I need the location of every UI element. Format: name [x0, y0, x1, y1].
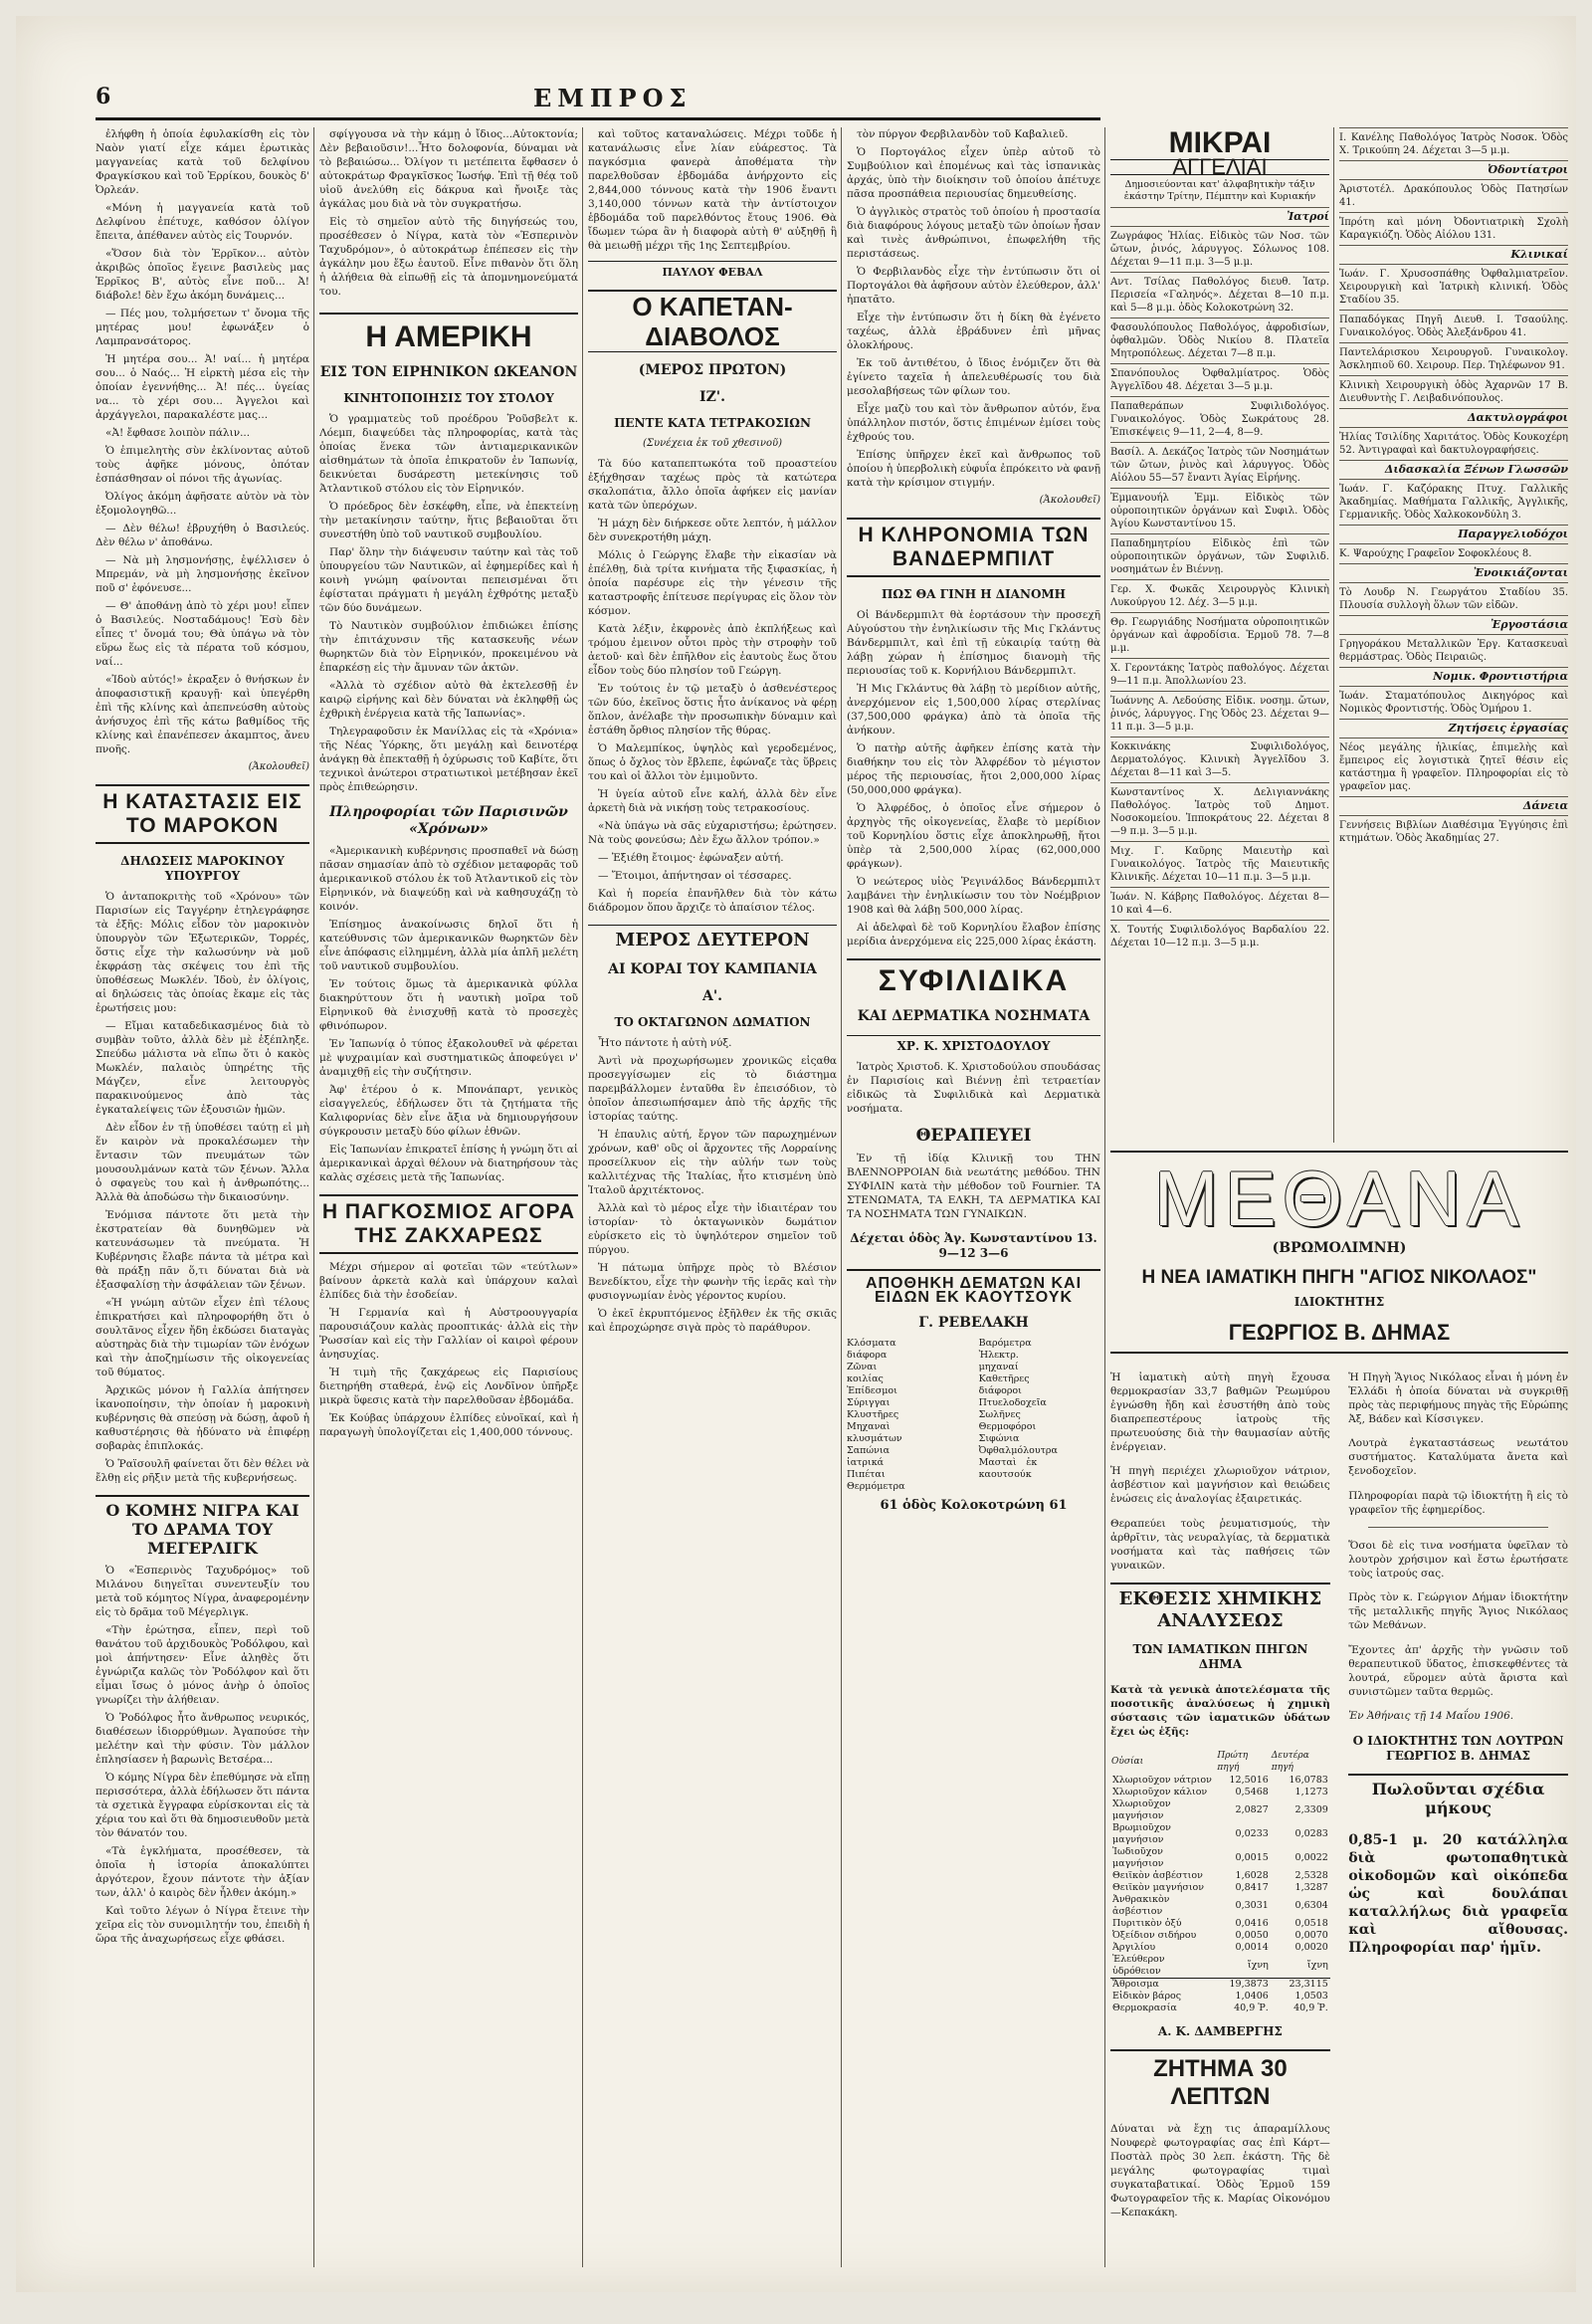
analysis-title: ΕΚΘΕΣΙΣ ΧΗΜΙΚΗΣ ΑΝΑΛΥΣΕΩΣ	[1110, 1583, 1330, 1632]
paragraph: Ὁ πρόεδρος δὲν ἐσκέφθη, εἶπε, νὰ ἐπεκτείνῃ τὴν μετακίνησιν ταύτην, ἥτις βεβαιοῦται ὅτι συνεστήθη ὑπὸ τοῦ ναυτικοῦ συμβουλίου.	[319, 501, 578, 540]
rubber-items-right	[979, 1338, 1100, 1493]
paragraph: Κατὰ λέξιν, ἐκφρονὲς ἀπὸ ἐκπλήξεως καὶ τρόμου ἐμεινον οὗτοι πρὸς τὴν στροφὴν τοῦ ἀετοῦ· καὶ δὲν ἐπῆλθον εἰς ἑαυτοὺς ἕως ὅτου εἶδον τοὺς δύο πλησίον τοῦ Γεώργη.	[588, 623, 837, 677]
table-cell: 0,3031	[1235, 1900, 1269, 1911]
paragraph: «Ἡ γνώμη αὐτῶν εἶχεν ἐπὶ τέλους ἐπικρατήσει καὶ πληροφορήθη ὅτι ὁ σουλτᾶνος εἶχεν ἤδη ἐκδώσει διαταγὰς αὐστηρὰς διὰ τὴν τιμωρίαν τῶν ἐνόχων καὶ τὴν ἀποζημίωσιν τῆς οἰκογενείας τοῦ θύματος.	[96, 1297, 309, 1378]
divider	[1368, 1527, 1548, 1528]
table-cell: Ἀνθρακικὸν ἀσβέστιον	[1112, 1894, 1170, 1917]
syphilis-ad-subtitle: ΚΑΙ ΔΕΡΜΑΤΙΚΑ ΝΟΣΗΜΑΤΑ	[857, 1008, 1091, 1024]
category-jobs: Ζητήσεις ἐργασίας	[1339, 719, 1568, 738]
table-cell: 12,5016	[1229, 1775, 1269, 1786]
table-row	[1110, 1798, 1330, 1822]
table-cell: 19,3873	[1229, 1979, 1269, 1990]
classified-ad: Παντελάρισκου Χειρουργοῦ. Γυναικολογ. Ἀσκληπιοῦ 60. Χειρουρ. Περ. Τηλέφωνον 91.	[1339, 342, 1568, 375]
table-row	[1110, 1822, 1330, 1846]
serial-chapter: ΙΖ'.	[699, 389, 725, 405]
paragraph: — Θ' ἀποθάνῃ ἀπὸ τὸ χέρι μου! εἶπεν ὁ Βασιλεύς. Νοσταδάμους! Ἐσὺ δὲν εἶπες τ' ὄνομά του; Θὰ ὑπάγω νὰ τὸν εὕρω ἕως εἰς τὰ πέρατα τοῦ κόσμου, ναί...	[96, 600, 309, 668]
paragraph: Ἐπίσημος ἀνακοίνωσις δηλοῖ ὅτι ἡ κατεύθυνσις τῶν ἀμερικανικῶν θωρηκτῶν δὲν εἶνε ἀπόφασις εἰλημμένη, ἀλλὰ μία ἁπλῆ μελέτη τοῦ ναυτικοῦ συμβουλίου.	[319, 919, 578, 972]
paragraph: Ἐν Ἀθήναις τῇ 14 Μαΐου 1906.	[1348, 1710, 1514, 1722]
paragraph: Ἦτο πάντοτε ἡ αὐτὴ νύξ.	[598, 1037, 732, 1049]
classified-ad: Θρ. Γεωργιάδης Νοσήματα οὐροποιητικῶν ὀργάνων καὶ ἀφροδίσια. Ἑρμοῦ 78. 7—8 μ.μ.	[1110, 612, 1329, 658]
classified-ad: Παπαδημητρίου Εἰδικὸς ἐπὶ τῶν οὐροποιητικῶν ὀργάνων, τῶν Συφιλιδ. νοσημάτων ἐν Βιέννῃ.	[1110, 533, 1329, 579]
methana-spring: Η ΝΕΑ ΙΑΜΑΤΙΚΗ ΠΗΓΗ "ΑΓΙΟΣ ΝΙΚΟΛΑΟΣ"	[1141, 1267, 1537, 1288]
classified-ad: Ἰωάν. Σταματόπουλος Δικηγόρος καὶ Νομικὸς Φροντιστής. Ὁδὸς Ὁμήρου 1.	[1339, 686, 1568, 719]
table-header-cell: Οὐσίαι	[1111, 1757, 1144, 1767]
zitima-title: ΖΗΤΗΜΑ 30 ΛΕΠΤΩΝ	[1110, 2049, 1330, 2111]
america-subheadline: ΕΙΣ ΤΟΝ ΕΙΡΗΝΙΚΟΝ ΩΚΕΑΝΟΝ	[319, 364, 578, 380]
methana-subtitle: (ΒΡΩΜΟΛΙΜΝΗ)	[1272, 1240, 1407, 1256]
list-item: Θερμόμετρα	[847, 1481, 905, 1492]
category-languages: Διδασκαλία Ξένων Γλωσσῶν	[1339, 460, 1568, 479]
paragraph: Δύναται νὰ ἔχῃ τις ἀπαραμίλλους Νουφερὲ φωτογραφίας σας ἐπὶ Κάρτ—Ποστὰλ πρὸς 30 λεπ. ἑκάστη. Τῆς δὲ μεγάλης φωτογραφίας τιμαὶ συγκαταβατικαί. Ὁδὸς Ἑρμοῦ 159 Φωτογραφεῖον τῆς κ. Μαρίας Οἰκονόμου—Κεπακάκη.	[1110, 2122, 1330, 2218]
paragraph: Ἐκ τοῦ ἀντιθέτου, ὁ ἴδιος ἐνόμιζεν ὅτι θὰ ἐγίνετο ταχεῖα ἡ ἀπελευθέρωσίς του διὰ μεσολαβήσεως τῶν φίλων του.	[847, 357, 1100, 397]
paragraph: Ὁ γραμματεὺς τοῦ προέδρου Ῥοῦσβελτ κ. Λόεμπ, διαψεύδει τὰς πληροφορίας, κατὰ τὰς ὁποίας ἕνεκα τῶν ἀντιαμερικανικῶν αἰσθημάτων τὰ ὁποῖα ἐπικρατοῦν ἐν Ἰαπωνίᾳ, δεικνύεται δυσάρεστη μετεκίνησις τοῦ Ἀτλαντικοῦ στόλου εἰς τὸν Εἰρηνικόν.	[319, 413, 578, 495]
list-item: Καθετῆρες διάφοροι	[978, 1373, 1030, 1396]
classified-ad: Ἰωάν. Ν. Κάβρης Παθολόγος. Δέχεται 8—10 καὶ 4—6.	[1110, 887, 1329, 920]
classified-ad: Ἰωάν. Γ. Χρυσοσπάθης Ὀφθαλμιατρεῖον. Χειρουργικὴ καὶ Ἰατρικὴ κλινική. Ὁδὸς Σταδίου 35.	[1339, 264, 1568, 310]
list-item: Σωλῆνες	[978, 1409, 1021, 1420]
paragraph: Ἐπίσης ὑπῆρχεν ἐκεῖ καὶ ἄνθρωπος τοῦ ὁποίου ἡ ὑπερβολικὴ εὐφυΐα ἐπρόκειτο νὰ φανῇ κατὰ τὴν κρίσιμον στιγμήν.	[847, 449, 1100, 489]
paragraph: — Δὲν θέλω! ἐβρυχήθη ὁ Βασιλεύς. Δὲν θέλω ν' ἀποθάνω.	[96, 523, 309, 548]
polountai-title: Πωλοῦνται σχέδια μήκους	[1348, 1774, 1568, 1817]
therapeuseis-title: ΘΕΡΑΠΕΥΕΙ	[915, 1126, 1032, 1146]
america-headline: Η ΑΜΕΡΙΚΗ	[319, 313, 578, 354]
classifieds-intro: Δημοσιεύονται κατ' ἀλφαβητικὴν τάξιν ἑκάστην Τρίτην, Πέμπτην καὶ Κυριακήν	[1123, 179, 1316, 202]
newspaper-page	[16, 16, 1576, 2292]
analysis-table	[1110, 1749, 1330, 2014]
paragraph: Ὁ «Ἑσπερινὸς Ταχυδρόμος» τοῦ Μιλάνου διηγεῖται συνεντευξίν του μετὰ τοῦ κόμητος Νίγρα, ἀναφερομένην εἰς τὸ δρᾶμα τοῦ Μέγερλιγκ.	[96, 1565, 309, 1618]
america-subheadline-2: ΚΙΝΗΤΟΠΟΙΗΣΙΣ ΤΟΥ ΣΤΟΛΟΥ	[343, 391, 554, 405]
part-two-chapter: Α'.	[701, 988, 723, 1004]
paragraph: Λουτρὰ ἐγκαταστάσεως νεωτάτου συστήματος. Καταλύματα ἄνετα καὶ ξενοδοχεῖον.	[1348, 1437, 1568, 1477]
paragraph: Εἶχε μαζὺ του καὶ τὸν ἄνθρωπον αὐτόν, ἕνα ὑπάλληλον πιστόν, ὅστις ἐπιμένων ἐμίσει τοὺς ἐχθρούς του.	[847, 403, 1100, 443]
syphilis-ad-title: ΣΥΦΙΛΙΔΙΚΑ	[847, 958, 1100, 998]
table-cell: Ἄθροισμα	[1112, 1979, 1159, 1990]
vanderbilt-subheadline: ΠΩΣ ΘΑ ΓΙΝΗ Η ΔΙΑΝΟΜΗ	[881, 587, 1067, 601]
table-row	[1110, 1942, 1330, 1954]
list-item: Σύριγγαι	[847, 1397, 891, 1408]
table-cell: 1,3287	[1294, 1882, 1328, 1893]
paragraph: Ἀρχικῶς μόνον ἡ Γαλλία ἀπήτησεν ἱκανοποίησιν, τὴν ὁποίαν ἡ μαροκινὴ κυβέρνησις θὰ σπεύσῃ νὰ δώσῃ, ἀφοῦ ἡ καθυστέρησις θὰ ἠδύνατο νὰ ἐπιφέρῃ σοβαρὰς ἐπιπλοκάς.	[96, 1384, 309, 1452]
paragraph: Ὁ ἐπιμελητὴς σὺν ἐκλίνοντας αὐτοῦ τοὺς ἀφῆκε μόνους, ὁπόταν ἐσπάσθησαν οἱ πόνοι τῆς ἀγωνίας.	[96, 445, 309, 485]
methana-left	[1110, 1360, 1330, 2229]
paragraph: Παρ' ὅλην τὴν διάψευσιν ταύτην καὶ τὰς τοῦ ὑπουργείου τῶν Ναυτικῶν, αἱ ἐφημερίδες καὶ ἡ κοινὴ γνώμη φαίνονται πεπεισμέναι ὅτι ἐφίσταται πράγματι ἡ μεγάλη ἐχθρότης μεταξὺ τῶν δύο δυνάμεων.	[319, 546, 578, 614]
paragraph: Ὁ Φερβιλανδὸς εἶχε τὴν ἐντύπωσιν ὅτι οἱ Πορτογάλοι θὰ ἀφῆσουν αὐτὸν ἐλεύθερον, ἀλλ' ἠπατᾶτο.	[847, 266, 1100, 306]
table-row	[1110, 1894, 1330, 1918]
paragraph: — Πές μου, τολμήσετων τ' ὄνομα τῆς μητέρας μου! ἐφωνάξεν ὁ Λαμπρανσάτορος.	[96, 308, 309, 347]
paragraph: σφίγγουσα νὰ τὴν κάμῃ ὁ ἴδιος...Αὐτοκτονία; Δὲν βεβαιοῦσιν!...Ἦτο δολοφονία, δύναμαι νὰ τὸ βεβαιώσω... Ὀλίγον τι μετέπειτα ἔφθασεν ὁ αὐτοκράτωρ Φραγκῖσκος Ἰωσήφ. Ἐπὶ τῇ θέᾳ τοῦ υἱοῦ ἀνελύθη εἰς δάκρυα καὶ ἤνοιξε τὰς ἀγκάλας μου διὰ νὰ τὸν συγκρατήσω.	[319, 128, 578, 210]
paragraph: τὸν πύργον Φερβιλανδὸν τοῦ Καβαλιεῦ.	[857, 128, 1069, 140]
list-item: Ἠλεκτρ. μηχαναί	[978, 1350, 1019, 1373]
category-doctors: Ἰατροί	[1110, 207, 1329, 226]
methana-body	[1110, 1360, 1568, 2229]
classified-ad: Κωνσταντίνος Χ. Δελιγιαννάκης Παθολόγος. Ἰατρὸς τοῦ Δημοτ. Νοσοκομείου. Ἰπποκράτους 22. Δέχεται 8—9 π.μ. 3—5 μ.μ.	[1110, 782, 1329, 841]
paragraph: — Εἴμαι καταδεδικασμένος διὰ τὸ συμβὰν τοῦτο, ἀλλὰ δὲν μὲ ἐξέπληξε. Σπεύδω μάλιστα νὰ εἴπω ὅτι ὁ κακὸς Μωκλέν, παλαιὸς ὑπηρέτης τῆς Μάγζεν, εἶνε λειτουργὸς παρακινούμενος ἀπὸ τὰς ἐγκαταλείψεις τῶν ἐξουσιῶν ἡμῶν.	[96, 1020, 309, 1116]
table-cell: Πυριτικὸν ὀξύ	[1112, 1918, 1182, 1929]
table-cell: 0,5468	[1235, 1787, 1269, 1797]
table-cell: 40,9 Ῥ.	[1294, 2003, 1328, 2013]
paragraph: Ἐν Ἰαπωνίᾳ ὁ τύπος ἐξακολουθεῖ νὰ φέρεται μὲ ψυχραιμίαν καὶ συστηματικῶς ἀποφεύγει ν' ἀναμιχθῇ εἰς τὴν συζήτησιν.	[319, 1038, 578, 1078]
table-cell: 2,0827	[1235, 1804, 1269, 1815]
table-row	[1110, 2003, 1330, 2014]
table-cell: Χλωριοῦχον νάτριον	[1112, 1775, 1212, 1786]
table-cell: Ἰωδιοῦχον μαγνήσιον	[1112, 1846, 1164, 1869]
table-cell: Θερμοκρασία	[1112, 2003, 1177, 2013]
paragraph: Ὅσοι δὲ εἰς τινα νοσήματα ὑφεῖλαν τὸ λουτρὸν χρήσιμον καὶ ἔστω ἐρωτήσατε τοὺς ἰατρούς σας.	[1348, 1539, 1568, 1580]
table-cell: 0,0233	[1235, 1828, 1269, 1839]
column-rule	[1333, 127, 1334, 1143]
paragraph: Ἐν τῇ ἰδίᾳ Κλινικῇ του ΤΗΝ ΒΛΕΝΝΟΡΡΟΙΑΝ διὰ νεωτάτης μεθόδου. ΤΗΝ ΣΥΦΙΛΙΝ κατὰ τὴν μέθοδον τοῦ Fournier. ΤΑ ΣΤΕΝΩΜΑΤΑ, ΤΑ ΕΛΚΗ, ΤΑ ΔΕΡΜΑΤΙΚΑ ΚΑΙ ΤΑ ΝΟΣΗΜΑΤΑ ΤΩΝ ΓΥΝΑΙΚΩΝ.	[847, 1153, 1100, 1220]
table-cell: Θειϊκὸν ἀσβέστιον	[1112, 1870, 1203, 1881]
paragraph: Ἡ πάτωμα ὑπῆρχε πρὸς τὸ Βλέσιον Βενεδίκτου, εἶχε τὴν φωνὴν τῆς ἱερᾶς καὶ τὴν φυσιογνωμίαν ἑνὸς γέροντος κυρίου.	[588, 1262, 837, 1302]
paragraph: Εἶχε τὴν ἐντύπωσιν ὅτι ἡ δίκη θὰ ἐγένετο ταχέως, ἀλλὰ ἐβράδυνεν ἐπὶ μῆνας ὁλοκλήρους.	[847, 312, 1100, 351]
paragraph: Ὁ Πορτογάλος εἶχεν ὑπὲρ αὐτοῦ τὸ Συμβούλιον καὶ ἐπομένως καὶ τὰς ἱσπανικὰς ἀρχάς, ὑπὸ τὴν διοίκησιν τοῦ ὁποίου ἀπέτυχε πᾶσα προσπάθεια περιουσίας δημευθείσης.	[847, 146, 1100, 200]
paragraph: Τηλεγραφοῦσιν ἐκ Μανίλλας εἰς τὰ «Χρόνια» τῆς Νέας Ὑόρκης, ὅτι μεγάλῃ καὶ δεινοτέρᾳ ἀνάγκῃ θὰ ἐπεκταθῇ ἡ ὀχύρωσις τοῦ Καβίτε, ὅτι τεχνικοὶ ἀνώτεροι στρατιωτικοὶ μετέβησαν ἐκεῖ πρὸς ἐπιθεώρησιν.	[319, 726, 578, 793]
list-item: Κλυστῆρες	[847, 1409, 899, 1420]
table-cell: ἴχνη	[1306, 1960, 1328, 1971]
table-row-total	[1110, 1979, 1330, 1992]
rubber-store-address: 61 ὁδὸς Κολοκοτρώνη 61	[880, 1498, 1068, 1513]
methana-right	[1348, 1360, 1568, 2229]
column-rule	[1104, 127, 1105, 2267]
classified-ad: Γρηγοράκου Μεταλλικῶν Ἐργ. Κατασκευαὶ θερμάστρας. Ὁδὸς Πειραιῶς.	[1339, 634, 1568, 667]
table-cell: 23,3115	[1289, 1979, 1328, 1990]
classified-ad: Ἠλίας Τσιλίδης Χαριτάτος. Ὁδὸς Κουκοχέρη 52. Ἀντιγραφαὶ καὶ δακτυλογραφήσεις.	[1339, 427, 1568, 460]
continued-note: (Ἀκολουθεῖ)	[1039, 495, 1100, 506]
paragraph: Δὲν εἶδον ἐν τῇ ὑποθέσει ταύτῃ εἰ μὴ ἕν καιρὸν νὰ προκαλέσωμεν τὴν ἔντασιν τῶν πνευμάτων τῶν μουσουλμάνων κατὰ τῶν ξένων. Ἄλλα ὁ σφαγεὺς του καὶ ἡ ἀνθρωπότης... Ἀλλὰ θὰ ἀποδώσω τὴν δικαιοσύνην.	[96, 1122, 309, 1203]
paragraph: Ἡ μητέρα σου... Ἀ! ναί... ἡ μητέρα σου... ὁ Ναός... Ἡ εἱρκτὴ μέσα εἰς τὴν ὁποίαν ἐγεννήθης... Ἀ! πές... ὑγείας να... τὸ χέρι σου... Ἀγγελοι καὶ ἀρχάγγελοι, παρακαλέστε μας...	[96, 353, 309, 421]
table-cell: Εἰδικὸν βάρος	[1112, 1991, 1182, 2002]
table-row	[1110, 1930, 1330, 1942]
paragraph: Εἰς Ἰαπωνίαν ἐπικρατεῖ ἐπίσης ἡ γνώμη ὅτι αἱ ἀμερικανικαὶ ἀρχαὶ θέλουν νὰ διατηρήσουν τὰς καλὰς σχέσεις μετὰ τῆς Ἰαπωνίας.	[319, 1144, 578, 1183]
paragraph: Ὁ ἀνταποκριτὴς τοῦ «Χρόνου» τῶν Παρισίων εἰς Ταγγέρην ἐτηλεγράφησε τὰ ἑξῆς: Μόλις εἶδον τὸν μαροκινὸν ὑπουργὸν τῶν Ἐξωτερικῶν, Τορρές, ὅστις εἶχε τὴν καλωσύνην νὰ μοῦ ἐκφράσῃ τὰς σκέψεις του ἐπὶ τῆς ὑποθέσεως Μωκλέν. Ἰδοὺ, ἐν ὀλίγοις, αἱ δηλώσεις τὰς ὁποίας ἔκαμε εἰς τὰς ἐρωτήσεις μου:	[96, 891, 309, 1014]
table-cell: Βρωμιοῦχον μαγνήσιον	[1112, 1822, 1171, 1845]
paragraph: Ὁ Μαλεμπίκος, ὑψηλὸς καὶ γεροδεμένος, ὅπως ὁ ὄχλος τὸν ἔβλεπε, ἐφώναζε τὰς ὕβρεις του καὶ οἱ ἄλλοι τὸν ἐμιμοῦντο.	[588, 742, 837, 782]
paragraph: καὶ τοῦτος καταναλώσεις. Μέχρι τοῦδε ἡ κατανάλωσις εἶνε λίαν εὐάρεστος. Τὰ παγκόσμια φανερὰ ἀποθέματα τὴν παρελθοῦσαν ἑβδομάδα ἀνήρχοντο εἰς 2,844,000 τόννους κατὰ τὴν 1906 ἔναντι 3,140,000 τόννων κατὰ τὴν ἀντίστοιχον ἑβδομάδα τοῦ παρελθόντος ἔτους 1906. Θὰ ἴδωμεν τώρα ἂν ἡ διαφορὰ αὐτὴ θ' αὐξηθῇ ἢ θὰ μειωθῇ μέχρι τῆς 1ης Σεπτεμβρίου.	[588, 128, 837, 252]
classified-ad: Χ. Τουτής Συφιλιδολόγος Βαρδαλίου 22. Δέχεται 10—12 π.μ. 3—5 μ.μ.	[1110, 920, 1329, 952]
table-cell: 0,0020	[1294, 1942, 1328, 1953]
list-item: Ὀφθαλμόλουτρα	[978, 1445, 1058, 1456]
table-row	[1110, 1870, 1330, 1882]
paragraph: Ἡ Πηγὴ Ἅγιος Νικόλαος εἶναι ἡ μόνη ἐν Ἑλλάδι ἡ ὁποία δύναται νὰ συγκριθῇ πρὸς τὰς περιφήμους πηγὰς τῆς Εὐρώπης Ἀξ, Βάδεν καὶ Κίσσιγκεν.	[1348, 1371, 1568, 1425]
newspaper-name: ΕΜΠΡΟΣ	[533, 84, 693, 112]
table-header-cell: Δευτέρα πηγή	[1271, 1751, 1309, 1773]
paragraph: Ὁ ἀγγλικὸς στρατὸς τοῦ ὁποίου ἡ προστασία διὰ διαφόρους λόγους μεταξὺ τῶν ὁποίων ἦσαν καὶ τινὲς ἀνθρώπινοι, ἐπωφελήθη τῆς περιστάσεως.	[847, 206, 1100, 260]
paragraph: Εἰς τὸ σημεῖον αὐτὸ τῆς διηγήσεώς του, προσέθεσεν ὁ Νίγρα, κατὰ τὸν «Ἑσπερινὸν Ταχυδρόμον», ὁ αὐτοκράτωρ ἐπέπεσεν εἰς τὴν ἀγκάλην μου ἔξω ἑαυτοῦ. Εἶνε πιθανὸν ὅτι ὅλη ἡ ἀλήθεια θὰ εἰπωθῇ εἰς τὰ ἀπομνημονεύματά του.	[319, 216, 578, 298]
table-row	[1110, 1918, 1330, 1930]
table-cell: 0,6304	[1294, 1900, 1328, 1911]
table-row	[1110, 1846, 1330, 1870]
paragraph: Ἐνόμισα πάντοτε ὅτι μετὰ τὴν ἐκστρατείαν θὰ δυνηθῶμεν νὰ κατευνάσωμεν τὰ πνεύματα. Ἡ Κυβέρνησις ἔλαβε πάντα τὰ μέτρα καὶ θὰ πράξῃ πᾶν ὅ,τι δύναται διὰ νὰ ἐξασφαλίσῃ τὴν ἀσφάλειαν τῶν ξένων.	[96, 1209, 309, 1291]
paragraph: Ἡ Μις Γκλάντυς θὰ λάβῃ τὸ μερίδιον αὐτῆς, ἀνερχόμενον εἰς 1,500,000 λίρας στερλίνας (37,500,000 φράγκα) ἀπὸ τὰ ὁποῖα τῆς ἀνήκουν.	[847, 683, 1100, 737]
paragraph: Ἰατρὸς Χριστοδ. Κ. Χριστοδούλου σπουδάσας ἐν Παρισίοις καὶ Βιέννῃ ἐπὶ τετραετίαν εἰδικῶς τὰ Συφιλιδικὰ καὶ Δερματικὰ νοσήματα.	[847, 1061, 1100, 1115]
list-item: Σιφώνια	[978, 1433, 1020, 1444]
methana-owner: ΓΕΩΡΓΙΟΣ Β. ΔΗΜΑΣ	[1110, 1320, 1568, 1354]
column-3	[588, 127, 837, 2267]
paragraph: Ὁ Ῥοδόλφος ἦτο ἄνθρωπος νευρικός, διαθέσεων ἰδιορρύθμων. Ἀγαπούσε τὴν μελέτην καὶ τὴν φύσιν. Τὸν μάλλον ἐπλησίασεν ἡ βαρωνὶς Βετσέρα...	[96, 1712, 309, 1766]
table-cell: 0,0022	[1294, 1852, 1328, 1863]
syphilis-hours: Δέχεται ὁδὸς Ἀγ. Κωνσταντίνου 13. 9—12 3—6	[850, 1231, 1097, 1260]
classified-ad: Μιχ. Γ. Καῦρης Μαιευτὴρ καὶ Γυναικολόγος. Ἰατρὸς τῆς Μαιευτικῆς Κλινικῆς. Δέχεται 10—11 π.μ. 3—5 μ.μ.	[1110, 841, 1329, 887]
classified-ad: Κ. Ψαρούχης Γραφεῖον Σοφοκλέους 8.	[1339, 543, 1568, 563]
serial-part: (ΜΕΡΟΣ ΠΡΩΤΟΝ)	[638, 362, 787, 378]
analysis-signature: Α. Κ. ΔΑΜΒΕΡΓΗΣ	[1157, 2024, 1283, 2038]
table-cell: Ὀξείδιον σιδήρου	[1112, 1930, 1197, 1941]
paragraph: «Ἀλλὰ τὸ σχέδιον αὐτὸ θὰ ἐκτελεσθῇ ἐν καιρῷ εἰρήνης καὶ δὲν δύναται νὰ ἐκληφθῇ ὡς ἐχθρικὴ ἐνέργεια κατὰ τῆς Ἰαπωνίας».	[319, 680, 578, 720]
column-rule	[582, 127, 583, 2267]
list-item: Ἐπίδεσμοι	[847, 1385, 897, 1396]
paragraph: Καὶ ἡ πορεία ἐπανῆλθεν διὰ τὸν κάτω διάδρομον ὅπου ἄρχιζε τὸ ἀπαίσιον τέλος.	[588, 888, 837, 914]
column-4	[847, 127, 1100, 2267]
paragraph: 0,85-1 μ. 20 κατάλληλα διὰ φωτοπαθητικὰ οἰκοδομῶν καὶ οἰκόπεδα ὡς καὶ δουλάπαι καταλλήλως διὰ γραφεῖα καὶ αἴθουσας. Πληροφορίαι παρ' ἡμῖν.	[1348, 1831, 1568, 1956]
table-cell: 0,0518	[1294, 1918, 1328, 1929]
category-clinics: Κλινικαί	[1339, 245, 1568, 264]
paragraph: «Νὰ ὑπάγω νὰ σᾶς εὐχαριστήσω; ἐρώτησεν. Νὰ τοὺς φονεύσω; Δὲν ἔχω ἄλλον τρόπον.»	[588, 820, 837, 846]
paragraph: Οἱ Βάνδερμπιλτ θὰ ἑορτάσουν τὴν προσεχῆ Αὐγούστου τὴν ἐνηλικίωσιν τῆς Μις Γκλάντυς Βάνδερμπιλτ, καὶ ἐπὶ τῇ εὐκαιρίᾳ ταύτῃ θὰ λάβῃ χώραν ἡ ἐπίσημος διανομὴ τῆς περιουσίας τοῦ κ. Κορνήλιου Βάνδερμπιλτ.	[847, 609, 1100, 677]
classified-ad: Γεννήσεις Βιβλίων Διαθέσιμα Ἐγγύησις ἐπὶ κτημάτων. Ὁδὸς Ἀκαδημίας 27.	[1339, 815, 1568, 848]
table-cell: 0,0070	[1294, 1930, 1328, 1941]
rubber-store-owner: Γ. ΡΕΒΕΛΑΚΗ	[918, 1315, 1029, 1331]
methana-owner-label: ΙΔΙΟΚΤΗΤΗΣ	[1294, 1295, 1385, 1309]
morocco-subheadline: ΔΗΛΩΣΕΙΣ ΜΑΡΟΚΙΝΟΥ ΥΠΟΥΡΓΟΥ	[120, 854, 285, 883]
classified-ad: Κοκκινάκης Συφιλιδολόγος, Δερματολόγος. Κλινικὴ Ἀγγελῖδου 3. Δέχεται 8—11 καὶ 3—5.	[1110, 737, 1329, 782]
classified-ad: Τὸ Λουδρ Ν. Γεωργάτου Σταδίου 35. Πλουσία συλλογὴ ὅλων τῶν εἰδῶν.	[1339, 582, 1568, 615]
classified-ad: Σπανόπουλος Ὀφθαλμίατρος. Ὁδὸς Ἀγγελῖδου 48. Δέχεται 3—5 μ.μ.	[1110, 363, 1329, 396]
paragraph: Ὁ Ῥαϊσουλῆ φαίνεται ὅτι δὲν θέλει νὰ ἔλθῃ εἰς ρῆξιν μετὰ τῆς κυβερνήσεως.	[96, 1458, 309, 1484]
part-two-title: ΜΕΡΟΣ ΔΕΥΤΕΡΟΝ	[588, 925, 837, 951]
masthead	[96, 84, 1100, 120]
serial-author: ΠΑΥΛΟΥ ΦΕΒΑΛ	[588, 261, 837, 280]
table-cell: ἴχνη	[1247, 1960, 1269, 1971]
table-cell: 1,0503	[1294, 1991, 1328, 2002]
category-agents: Παραγγελιοδόχοι	[1339, 525, 1568, 543]
table-header-cell: Πρώτη πηγή	[1217, 1751, 1249, 1773]
classified-ad: Παπαδόγκας Πηγῆ Διευθ. Ι. Τσαούλης. Γυναικολόγος. Ὁδὸς Ἀλεξάνδρου 41.	[1339, 310, 1568, 342]
table-cell: 40,9 Ῥ.	[1234, 2003, 1269, 2013]
table-row	[1110, 1991, 1330, 2003]
list-item: Κλόσματα διάφορα	[847, 1338, 896, 1361]
paragraph: Ἡ ἐπαυλις αὐτή, ἔργον τῶν παρωχημένων χρόνων, καθ' οὓς οἱ ἄρχοντες τῆς Λορραίνης προσείλκυον εἰς τὴν αὐλήν των τοὺς καλλιτέχνας τῆς Ἰταλίας, ἦτο κτισμένη ὑπὸ Ἰταλοῦ ἀρχιτέκτονος.	[588, 1129, 837, 1196]
table-row	[1110, 1954, 1330, 1979]
list-item: Ζῶναι κοιλίας	[847, 1362, 884, 1384]
serial-title: Ο ΚΑΠΕΤΑΝ-ΔΙΑΒΟΛΟΣ	[588, 290, 837, 352]
table-row	[1110, 1787, 1330, 1798]
times-headline: Πληροφορίαι τῶν Παρισινῶν «Χρόνων»	[329, 804, 568, 837]
list-item: Μηχαναὶ κλυσμάτων	[847, 1421, 902, 1444]
rubber-items-left	[847, 1338, 968, 1493]
paragraph: Πληροφορίαι παρὰ τῷ ἰδιοκτήτῃ ἢ εἰς τὸ γραφεῖον τῆς ἐφημερίδος.	[1348, 1489, 1568, 1516]
part-two-chapter-title: ΤΟ ΟΚΤΑΓΩΝΟΝ ΔΩΜΑΤΙΟΝ	[614, 1015, 811, 1029]
table-cell: 0,0015	[1235, 1852, 1269, 1863]
table-header	[1110, 1749, 1330, 1775]
sugar-headline: Η ΠΑΓΚΟΣΜΙΟΣ ΑΓΟΡΑ ΤΗΣ ΖΑΚΧΑΡΕΩΣ	[319, 1194, 578, 1254]
paragraph: Ὁ νεώτερος υἱὸς Ῥεγινάλδος Βάνδερμπιλτ λαμβάνει τὴν ἐνηλικίωσιν του τὸν Νοέμβριον 1908 καὶ θὰ λάβῃ 500,000 λίρας.	[847, 876, 1100, 916]
table-cell: 1,6028	[1235, 1870, 1269, 1881]
table-cell: 1,0406	[1235, 1991, 1269, 2002]
category-loans: Δάνεια	[1339, 796, 1568, 815]
paragraph: Ἐν τούτοις ὅμως τὰ ἀμερικανικὰ φύλλα διακηρύττουν ὅτι ἡ ναυτικὴ μοῖρα τοῦ Εἰρηνικοῦ θὰ ἐνισχυθῇ κατὰ τὸ προσεχὲς φθινόπωρον.	[319, 978, 578, 1032]
paragraph: Μόλις ὁ Γεώργης ἔλαβε τὴν εἰκασίαν νὰ ἐπέλθῃ, διὰ τρίτα κινήματα τῆς ξιφασκίας, ἡ ὁποία παρέσυρε εἰς τὴν γένεσιν τῆς καταστροφῆς ἐπίτευσε περίγυρας εἰς ὅλον τὸν κόσμον.	[588, 549, 837, 617]
rubber-store-items	[847, 1338, 1100, 1493]
table-row	[1110, 1882, 1330, 1894]
paragraph: Ἡ ὑγεία αὐτοῦ εἶνε καλή, ἀλλὰ δὲν εἶνε ἀρκετὴ διὰ νὰ νικήσῃ τοὺς τετρακοσίους.	[588, 788, 837, 814]
paragraph: Ἔχοντες ἀπ' ἀρχῆς τὴν γνῶσιν τοῦ θεραπευτικοῦ ὕδατος, ἐπισκεφθέντες τὰ λουτρά, εὕρομεν αὐτὰ ἄριστα καὶ συνιστῶμεν ταῦτα θερμῶς.	[1348, 1643, 1568, 1698]
paragraph: Ἡ πηγὴ περιέχει χλωριοῦχον νάτριον, ἀσβέστιον καὶ μαγνήσιον καὶ θειώδεις ἑνώσεις εἰς ἀναλογίας ἐξαιρετικάς.	[1110, 1465, 1330, 1505]
paragraph: Αἱ ἀδελφαὶ δὲ τοῦ Κορνηλίου ἔλαβον ἐπίσης μερίδια ἀνερχόμενα εἰς 225,000 λίρας ἑκάστη.	[847, 922, 1100, 948]
paragraph: Ἐκ Κούβας ὑπάρχουν ἐλπίδες εὐνοϊκαί, καὶ ἡ παραγωγὴ ὑπολογίζεται εἰς 1,400,000 τόννους.	[319, 1412, 578, 1438]
paragraph: Ἡ τιμὴ τῆς ζακχάρεως εἰς Παρισίους διετηρήθη σταθερά, ἐνῷ εἰς Λονδῖνον ὑπῆρξε μικρὰ ὕφεσις κατὰ τὴν παρελθοῦσαν ἑβδομάδα.	[319, 1367, 578, 1406]
paragraph: Ὁ κόμης Νίγρα δὲν ἐπεθύμησε νὰ εἴπῃ περισσότερα, ἀλλὰ ἐδήλωσεν ὅτι πάντα τὰ σχετικὰ ἔγγραφα εὑρίσκονται εἰς τὰ χέρια του καὶ ὅτι θὰ δημοσιευθοῦν μετὰ τὸν θάνατόν του.	[96, 1772, 309, 1839]
column-rule	[841, 127, 842, 2267]
paragraph: Ἐν τούτοις ἐν τῷ μεταξὺ ὁ ἀσθενέστερος τῶν δύο, ἐκεῖνος ὅστις ἦτο ἀνίκανος νὰ φέρῃ ὅπλον, ἀνέλαβε τὴν προσωπικὴν δύναμιν καὶ ἐστάθη ὄρθιος πλησίον τῆς θύρας.	[588, 683, 837, 737]
paragraph: «Ὅσον διὰ τὸν Ἑρρῖκον... αὐτὸν ἀκριβῶς ὁποῖος ἔγεινε βασιλεὺς μας Ἑρρῖκος Β', αὐτὸς εἶνε ποῦ... Ἀ! διάβολε! δὲν ἔχω ἀκόμη δυνάμεις...	[96, 248, 309, 302]
table-row	[1110, 1775, 1330, 1787]
category-legal: Νομικ. Φροντιστήρια	[1339, 667, 1568, 686]
category-dentists: Ὀδοντίατροι	[1339, 160, 1568, 179]
page-number: 6	[96, 84, 111, 109]
table-cell: Ἀργιλίου	[1112, 1942, 1156, 1953]
list-item: Μασταὶ ἐκ καουτσούκ	[978, 1457, 1038, 1480]
paragraph: «Ἰδοὺ αὐτός!» ἐκραξεν ὁ θνήσκων ἐν ἀποφασιστικῇ κραυγῇ· καὶ ὑπεγέρθη ἐπὶ τῆς κλίνης καὶ ἀπεπνεύσθη αὐτοὺς ἀνήσυχος ἐπὶ τῆς κάτω βαθμίδος τῆς κλίνης καὶ ἐπανέπεσεν ἀκαμπτος, ἄνευ πνοῆς.	[96, 674, 309, 755]
table-cell: Χλωριοῦχον κάλιον	[1112, 1787, 1208, 1797]
serial-continued: (Συνέχεια ἐκ τοῦ χθεσινοῦ)	[643, 438, 782, 449]
column-rule	[313, 127, 314, 2267]
paragraph: «Ἀμερικανικὴ κυβέρνησις προσπαθεῖ νὰ δώσῃ πᾶσαν σημασίαν ἀπὸ τὸ σχέδιον μεταφορᾶς τοῦ ἀμερικανικοῦ στόλου ἐκ τοῦ Ἀτλαντικοῦ εἰς τὸν Εἰρηνικόν, νὰ διαψεύδῃ καὶ νὰ καθησυχάζῃ τὸ κοινόν.	[319, 845, 578, 913]
table-cell: Ἐλεύθερον ὑδρόθειον	[1112, 1954, 1165, 1977]
list-item: Πιπέται	[847, 1469, 886, 1480]
serial-chapter-title: ΠΕΝΤΕ ΚΑΤΑ ΤΕΤΡΑΚΟΣΙΩΝ	[614, 416, 811, 430]
classified-ad: Βασίλ. Α. Δεκάζος Ἰατρὸς τῶν Νοσημάτων τῶν ὤτων, ῥινὸς καὶ λάρυγγος. Ὁδὸς Αἰόλου 55—57 ἔναντι Ἁγίας Εἰρήνης.	[1110, 442, 1329, 488]
classified-ad: Ἐμμανουήλ Ἐμμ. Εἰδικὸς τῶν οὐροποιητικῶν ὀργάνων καὶ Συφιλ. Ὁδὸς Ἀγίου Κωνσταντίνου 15.	[1110, 488, 1329, 533]
nigra-headline: Ο ΚΟΜΗΣ ΝΙΓΡΑ ΚΑΙ ΤΟ ΔΡΑΜΑ ΤΟΥ ΜΕΓΕΡΛΙΓΚ	[96, 1495, 309, 1558]
paragraph: Μέχρι σήμερον αἱ φοτεῖαι τῶν «τεύτλων» βαίνουν ἀρκετὰ καλὰ καὶ ὑπάρχουν καλαὶ ἐλπίδες διὰ τὴν ἐσοδείαν.	[319, 1261, 578, 1301]
table-cell: Χλωριοῦχον μαγνήσιον	[1112, 1798, 1171, 1821]
table-cell: 2,3309	[1294, 1804, 1328, 1815]
classifieds-title: ΜΙΚΡΑΙ	[1168, 127, 1272, 159]
list-item: Θερμοφόροι	[978, 1421, 1037, 1432]
classified-ad: Ι. Κανέλης Παθολόγος Ἰατρὸς Νοσοκ. Ὁδὸς Χ. Τρικούπη 24. Δέχεται 3—5 μ.μ.	[1339, 127, 1568, 160]
morocco-headline: Η ΚΑΤΑΣΤΑΣΙΣ ΕΙΣ ΤΟ ΜΑΡΟΚΟΝ	[96, 784, 309, 844]
column-6-classifieds	[1339, 127, 1568, 1143]
classified-ad: Χ. Γεροντάκης Ἰατρὸς παθολόγος. Δέχεται 9—11 π.μ. Ἀπολλωνίου 23.	[1110, 658, 1329, 691]
classified-ad: Ζωγράφος Ἠλίας. Εἰδικὸς τῶν Νοσ. τῶν ὤτων, ῥινός, λάρυγγος. Σόλωνος 108. Δέχεται 9—11 π.μ. 3—5 μ.μ.	[1110, 226, 1329, 272]
column-1	[96, 127, 309, 2267]
classifieds-subtitle: ΑΓΓΕΛΙΑΙ	[1110, 159, 1329, 175]
classified-ad: Ἀριστοτέλ. Δρακόπουλος Ὁδὸς Πατησίων 41.	[1339, 179, 1568, 212]
classified-ad: Παπαθεράπων Συφιλιδολόγος. Γυναικολόγος. Ὁδὸς Σωκράτους 28. Ἐπισκέψεις 9—11, 2—4, 8—9.	[1110, 396, 1329, 442]
paragraph: «Ἀ! ἔφθασε λοιπὸν πάλιν...	[105, 427, 251, 439]
paragraph: ἐλήφθη ἡ ὁποία ἐφυλακίσθη εἰς τὸν Ναὸν γιατί εἶχε κάμει ἐρωτικὰς μαγγανείας κατὰ τοῦ δελφίνου Φραγκίσκου καὶ τοῦ Ἑρρίκου, δουκὸς δ' Ὀρλεάν.	[96, 128, 309, 196]
paragraph: Τὸ Ναυτικὸν συμβούλιον ἐπιδιώκει ἐπίσης τὴν ἐπιτάχυνσιν τῆς κατασκευῆς νέων θωρηκτῶν διὰ τὸν Εἰρηνικόν, προκειμένου νὰ ἐπαρκέσῃ εἰς τὴν ἄμυναν τῶν ἀκτῶν.	[319, 620, 578, 674]
paragraph: Ἡ Γερμανία καὶ ἡ Αὐστροουγγαρία παρουσιάζουν καλὰς προοπτικάς· ἀλλὰ εἰς τὴν Ῥωσσίαν καὶ εἰς τὴν Γαλλίαν οἱ καιροὶ φέρουν ἀνησυχίας.	[319, 1307, 578, 1361]
classified-ad: Αντ. Τσίλας Παθολόγος διευθ. Ἰατρ. Περισεία «Γαληνός». Δέχεται 8—10 π.μ. καὶ 5—8 μ.μ. ὁδὸς Κολοκοτρώνη 32.	[1110, 272, 1329, 317]
paragraph: «Τὴν ἐρώτησα, εἶπεν, περὶ τοῦ θανάτου τοῦ ἀρχιδουκὸς Ῥοδόλφου, καὶ μοὶ ἀπήντησεν· Εἶνε ἀληθὲς ὅτι ἐγνώριζα καλῶς τὸν Ῥοδόλφον καὶ ὅτι εἶμαι ἴσως ὁ μόνος ἀνὴρ ὁ ὁποῖος γνωρίζει τὴν ἀλήθειαν.	[96, 1624, 309, 1706]
category-factories: Ἐργοστάσια	[1339, 615, 1568, 634]
paragraph: Πρὸς τὸν κ. Γεώργιον Δήμαν ἰδιοκτήτην τῆς μεταλλικῆς πηγῆς Ἅγιος Νικόλαος τῶν Μεθάνων.	[1348, 1591, 1568, 1631]
rubber-store-title: ΑΠΟΘΗΚΗ ΔΕΜΑΤΩΝ ΚΑΙ ΕΙΔΩΝ ΕΚ ΚΑΟΥΤΣΟΥΚ	[847, 1269, 1100, 1305]
table-cell: 2,5328	[1294, 1870, 1328, 1881]
list-item: Βαρόμετρα	[978, 1338, 1032, 1349]
list-item: Σαπώνια ἰατρικά	[847, 1445, 891, 1468]
paragraph: Ὁ πατὴρ αὐτῆς ἀφῆκεν ἐπίσης κατὰ τὴν διαθήκην του εἰς τὸν Ἀλφρέδον τὸ μέγιστον μέρος τῆς περιουσίας, ἤτοι 2,000,000 λίρας (50,000,000 φράγκα).	[847, 742, 1100, 796]
paragraph: Ἀλλὰ καὶ τὸ μέρος εἶχε τὴν ἰδιαιτέραν του ἱστορίαν· τὸ ὀκταγωνικὸν δωμάτιον εὑρίσκετο εἰς τὸ ὑψηλότερον σημεῖον τοῦ πύργου.	[588, 1202, 837, 1256]
paragraph: Ὀλίγος ἀκόμη ἀφῆσατε αὐτὸν νὰ τὸν ἐξομολογηθῶ...	[96, 491, 309, 517]
table-cell: 0,0416	[1235, 1918, 1269, 1929]
paragraph: Ἀντὶ νὰ προχωρήσωμεν χρονικῶς εἰςαθα προσεγγίσωμεν εἰς τὸ διάστημα παρεμβάλλομεν ἐνταῦθα ἓν ἐπεισόδιον, τὸ ὁποῖον ἀπεσιωπήσαμεν ἀπὸ τῆς ἀρχῆς τῆς ἱστορίας ταύτης.	[588, 1055, 837, 1123]
classified-ad: Γερ. Χ. Φωκᾶς Χειρουργὸς Κλινικὴ Λυκούργου 12. Δέχ. 3—5 μ.μ.	[1110, 579, 1329, 612]
paragraph: Κατὰ τὰ γενικὰ ἀποτελέσματα τῆς ποσοτικῆς ἀναλύσεως ἡ χημικὴ σύστασις τῶν ἰαματικῶν ὑδάτων ἔχει ὡς ἑξῆς:	[1110, 1683, 1330, 1738]
table-cell: 16,0783	[1289, 1775, 1328, 1786]
paragraph: Τὰ δύο καταπεπτωκότα τοῦ προαστείου ἐξήχθησαν ταχέως πρὸς τὰ κατώτερα σκαλοπάτια, ἄλλο ὁποῖα ἀφήκεν εἰς μανίαν κατὰ τῶν ὑπερόχων.	[588, 458, 837, 512]
table-cell: 0,0283	[1294, 1828, 1328, 1839]
continued-note: (Ἀκολουθεῖ)	[248, 761, 309, 772]
list-item: Πτυελοδοχεῖα	[978, 1397, 1047, 1408]
table-cell: 0,0050	[1235, 1930, 1269, 1941]
paragraph: Ὁ ἐκεῖ ἐκρυπτόμενος ἐξῆλθεν ἐκ τῆς σκιᾶς καὶ ἐπροχώρησε σιγὰ πρὸς τὸ παράθυρον.	[588, 1308, 837, 1334]
paragraph: Ἡ ἰαματικὴ αὐτὴ πηγὴ ἔχουσα θερμοκρασίαν 33,7 βαθμῶν Ῥεωμύρου ἐγνώσθη ἤδη καὶ ἐσυστήθη ἀπὸ τοὺς διαπρεπεστέρους ἰατροὺς τῆς πρωτευούσης διὰ τὴν θαυμασίαν αὐτῆς ἐνέργειαν.	[1110, 1371, 1330, 1453]
classified-ad: Νέος μεγάλης ἡλικίας, ἐπιμελὴς καὶ ἔμπειρος εἰς λογιστικὰ ζητεῖ θέσιν εἰς κατάστημα ἢ γραφεῖον. Πληροφορίαι εἰς τὸ γραφεῖον μας.	[1339, 738, 1568, 796]
syphilis-doctor: ΧΡ. Κ. ΧΡΙΣΤΟΔΟΥΛΟΥ	[847, 1035, 1100, 1054]
paragraph: «Μόνη ἡ μαγγανεία κατὰ τοῦ Δελφίνου ἐπέτυχε, καθόσον ὀλίγον ἔπειτα, ἀπέθανεν αὐτὸς εἰς Τουρνόν.	[96, 202, 309, 242]
paragraph: Ἀφ' ἑτέρου ὁ κ. Μπονάπαρτ, γενικὸς εἰσαγγελεύς, ἐδήλωσεν ὅτι τὰ ζητήματα τῆς Καλιφορνίας δὲν εἶνε ἄξια νὰ δημιουργήσουν σύγκρουσιν μεταξὺ δύο φίλων ἐθνῶν.	[319, 1084, 578, 1138]
analysis-subtitle: ΤΩΝ ΙΑΜΑΤΙΚΩΝ ΠΗΓΩΝ ΔΗΜΑ	[1132, 1642, 1308, 1671]
methana-advertisement	[1110, 1151, 1568, 2267]
category-rentals: Ἐνοικιάζονται	[1339, 563, 1568, 582]
paragraph: Ἡ μάχη δὲν διήρκεσε οὔτε λεπτόν, ἡ μάλλον δὲν συνεκροτήθη μάχη.	[588, 518, 837, 543]
methana-title: ΜΕΘΑΝΑ	[1110, 1151, 1568, 1238]
column-5-classifieds	[1110, 127, 1329, 1143]
table-cell: Θειϊκὸν μαγνήσιον	[1112, 1882, 1205, 1893]
paragraph: Ὁ Ἀλφρέδος, ὁ ὁποῖος εἶνε σήμερον ὁ ἀρχηγὸς τῆς οἰκογενείας, ἔλαβε τὸ μερίδιον τοῦ Κορνηλίου ὅστις εἶχε ἀποκληρωθῇ, ἤτοι ὑπὲρ τὰ 2,500,000 λίρας (62,000,000 φράγκων).	[847, 802, 1100, 870]
category-typists: Δακτυλογράφοι	[1339, 408, 1568, 427]
part-two-subtitle: ΑΙ ΚΟΡΑΙ ΤΟΥ ΚΑΜΠΑΝΙΑ	[608, 961, 817, 977]
classified-ad: Ἰπρότη καὶ μόνη Ὀδοντιατρικὴ Σχολὴ Καραγκιόζη. Ὁδὸς Αἰόλου 131.	[1339, 212, 1568, 245]
table-cell: 0,0014	[1235, 1942, 1269, 1953]
table-cell: 0,8417	[1235, 1882, 1269, 1893]
paragraph: Θεραπεύει τοὺς ῥευματισμούς, τὴν ἀρθρῖτιν, τὰς νευραλγίας, τὰ δερματικὰ νοσήματα καὶ τὰς παθήσεις τῶν γυναικῶν.	[1110, 1517, 1330, 1572]
classified-ad: Κλινικὴ Χειρουργικὴ ὁδὸς Ἀχαρνῶν 17 Β. Διευθυντὴς Γ. Λειβαδινόπουλος.	[1339, 375, 1568, 408]
classified-ad: Φασουλόπουλος Παθολόγος, ἀφροδισίων, ὀφθαλμῶν. Ὁδὸς Νικίου 8. Πλατεῖα Μητροπόλεως. Δέχεται 7—8 π.μ.	[1110, 317, 1329, 363]
owner-signature: Ο ΙΔΙΟΚΤΗΤΗΣ ΤΩΝ ΛΟΥΤΡΩΝ ΓΕΩΡΓΙΟΣ Β. ΔΗΜΑΣ	[1352, 1733, 1564, 1763]
table-cell: 1,1273	[1294, 1787, 1328, 1797]
paragraph: «Τὰ ἐγκλήματα, προσέθεσεν, τὰ ὁποῖα ἡ ἱστορία ἀποκαλύπτει ἀργότερον, ἔχουν πάντοτε τὴν ἀξίαν των, ἀλλ' ὁ καιρὸς δὲν ἦλθεν ἀκόμη.»	[96, 1845, 309, 1899]
classified-ad: Ἰωάννης Α. Λεδούσης Εἰδικ. νοσημ. ὤτων, ῥινός, λάρυγγος. Γης Ὁδὸς 23. Δέχεται 9—11 π.μ. 3—5 μ.μ.	[1110, 691, 1329, 737]
vanderbilt-headline: Η ΚΛΗΡΟΝΟΜΙΑ ΤΩΝ ΒΑΝΔΕΡΜΠΙΛΤ	[847, 518, 1100, 577]
paragraph: — Ἐξιέθη ἔτοιμος· ἐφώναξεν αὐτή.	[598, 852, 784, 864]
paragraph: Καὶ τοῦτο λέγων ὁ Νίγρα ἔτεινε τὴν χεῖρα εἰς τὸν συνομιλητήν του, ἐπειδὴ ἡ ὥρα τῆς ἀναχωρήσεως εἶχε φθάσει.	[96, 1905, 309, 1945]
classified-ad: Ἰωάν. Γ. Καζόρακης Πτυχ. Γαλλικῆς Ἀκαδημίας. Μαθήματα Γαλλικῆς, Ἀγγλικῆς, Γερμανικῆς. Ὁδὸς Χαλκοκονδύλη 3.	[1339, 479, 1568, 525]
paragraph: — Ἔτοιμοι, ἀπήντησαν οἱ τέσσαρες.	[598, 870, 792, 882]
paragraph: — Νὰ μὴ λησμονήσῃς, ἐψέλλισεν ὁ Μπρεμάν, νὰ μὴ λησμονήσῃς ἐκεῖνον ποῦ σ' ἐφόνευσε...	[96, 554, 309, 594]
column-2	[319, 127, 578, 2267]
